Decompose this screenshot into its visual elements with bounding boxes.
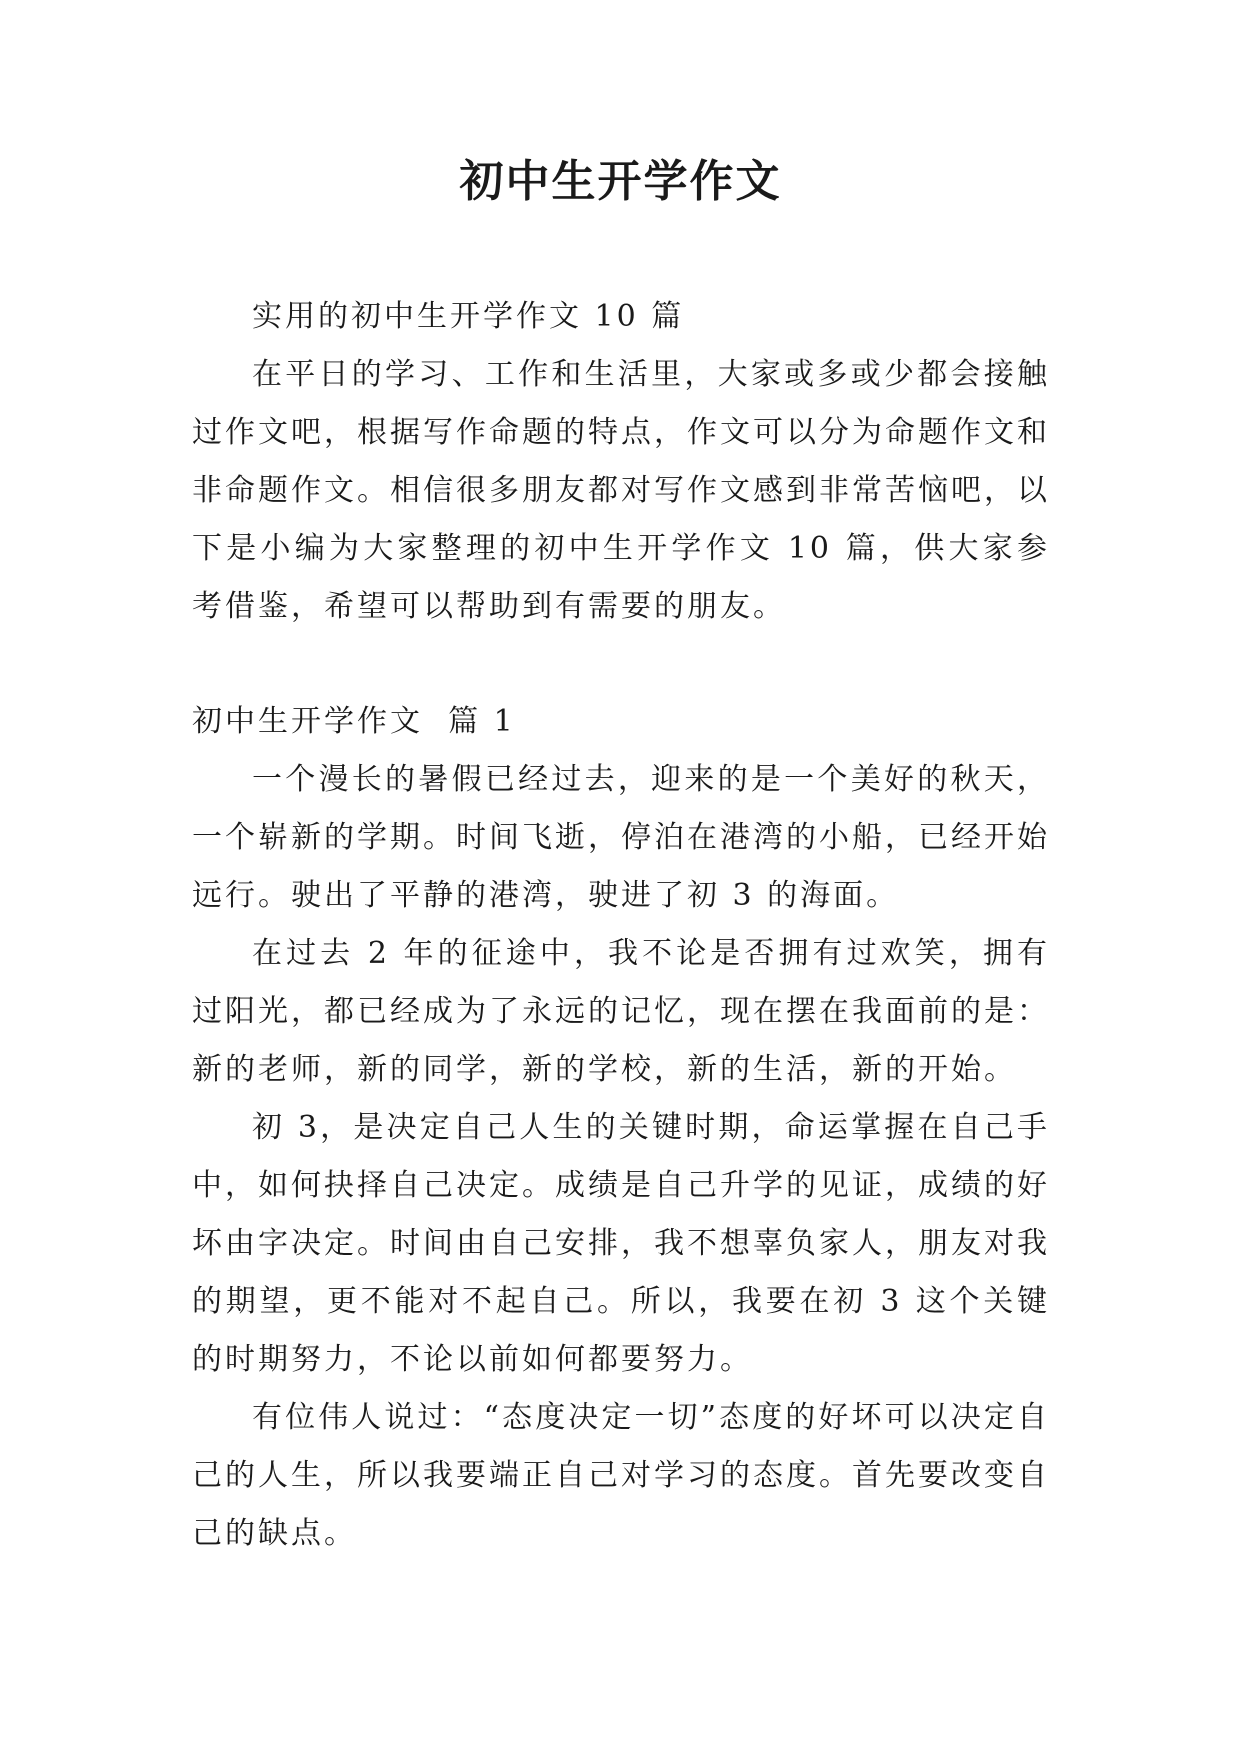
- intro-paragraph: 在平日的学习、工作和生活里，大家或多或少都会接触过作文吧，根据写作命题的特点，作文可以分为命题作文和非命题作文。相信很多朋友都对写作文感到非常苦恼吧，以下是小编为大家整理的初中生开学作文 10 篇，供大家参考借鉴，希望可以帮助到有需要的朋友。: [192, 357, 1050, 624]
- section-heading: 初中生开学作文 篇 1: [192, 704, 516, 739]
- body-paragraph-3: 初 3，是决定自己人生的关键时期，命运掌握在自己手中，如何抉择自己决定。成绩是自己升学的见证，成绩的好坏由字决定。时间由自己安排，我不想辜负家人，朋友对我的期望，更不能对不起自己。所以，我要在初 3 这个关键的时期努力，不论以前如何都要努力。: [192, 1110, 1050, 1377]
- body-paragraph-1: 一个漫长的暑假已经过去，迎来的是一个美好的秋天，一个崭新的学期。时间飞逝，停泊在港湾的小船，已经开始远行。驶出了平静的港湾，驶进了初 3 的海面。: [192, 762, 1050, 913]
- intro-heading: 实用的初中生开学作文 10 篇: [252, 299, 685, 334]
- body-paragraph-4: 有位伟人说过：“态度决定一切”态度的好坏可以决定自己的人生，所以我要端正自己对学习的态度。首先要改变自己的缺点。: [192, 1400, 1050, 1551]
- body-paragraph-2: 在过去 2 年的征途中，我不论是否拥有过欢笑，拥有过阳光，都已经成为了永远的记忆，现在摆在我面前的是：新的老师，新的同学，新的学校，新的生活，新的开始。: [192, 936, 1050, 1087]
- document-body: [192, 288, 1050, 1563]
- document-title: 初中生开学作文: [459, 156, 782, 207]
